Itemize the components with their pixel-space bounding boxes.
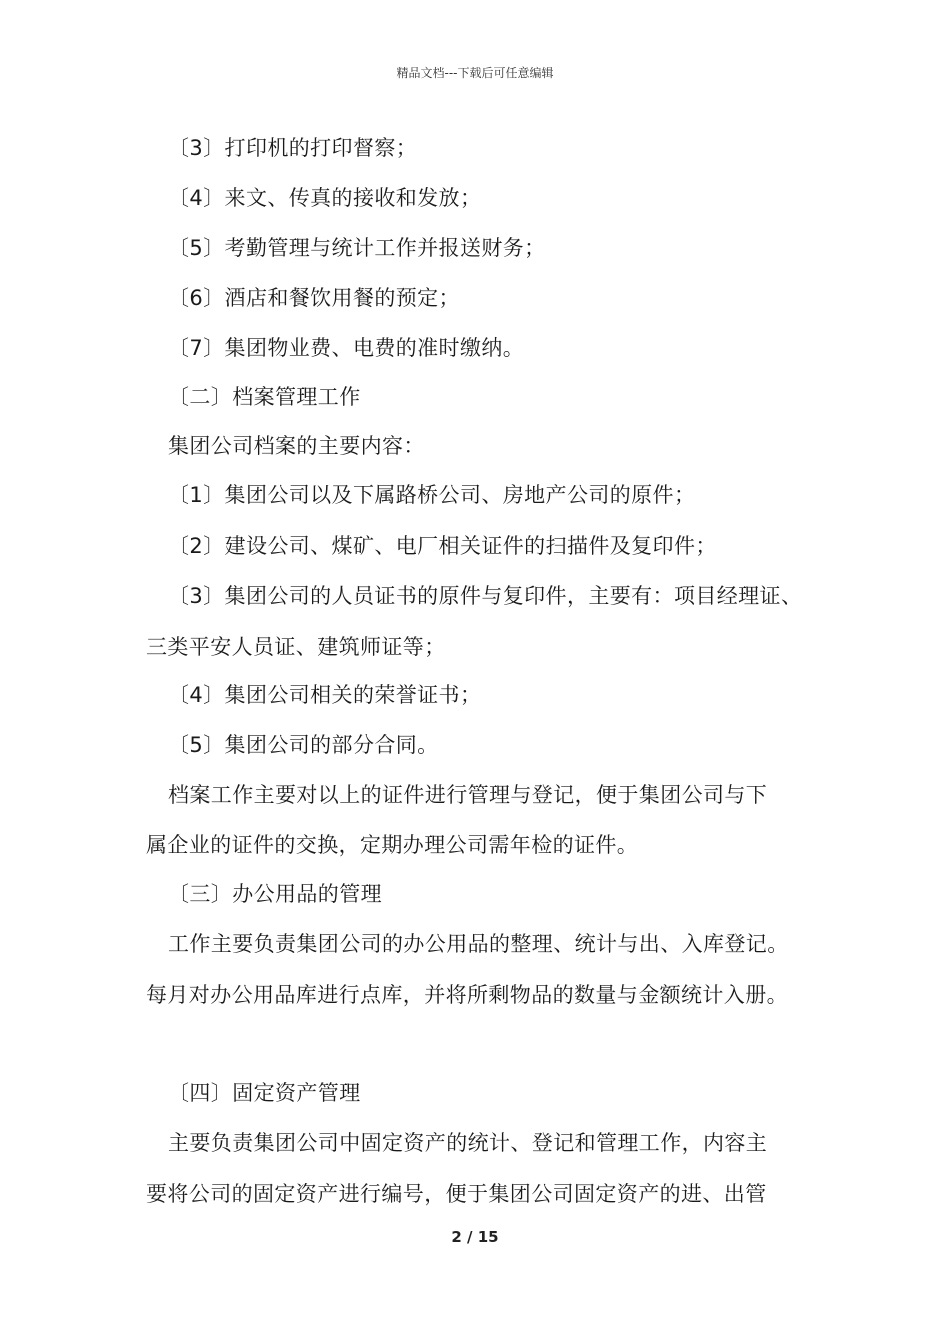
text-line: 〔4〕集团公司相关的荣誉证书； (168, 683, 482, 707)
text-line: 每月对办公用品库进行点库，并将所剩物品的数量与金额统计入册。 (146, 983, 788, 1007)
text-line: 〔6〕酒店和餐饮用餐的预定； (168, 286, 460, 310)
text-line: 〔5〕集团公司的部分合同。 (168, 733, 439, 757)
text-line: 〔7〕集团物业费、电费的准时缴纳。 (168, 336, 525, 360)
page-header: 精品文档---下载后可任意编辑 (396, 66, 554, 80)
text-line: 工作主要负责集团公司的办公用品的整理、统计与出、入库登记。 (168, 932, 789, 956)
text-line: 〔1〕集团公司以及下属路桥公司、房地产公司的原件； (168, 483, 696, 507)
text-line: 三类平安人员证、建筑师证等； (146, 635, 446, 659)
text-line: 〔3〕打印机的打印督察； (168, 136, 418, 160)
section-heading: 〔三〕办公用品的管理 (168, 882, 382, 906)
text-line: 〔3〕集团公司的人员证书的原件与复印件，主要有：项目经理证、 (168, 584, 803, 608)
text-line: 属企业的证件的交换，定期办理公司需年检的证件。 (146, 833, 639, 857)
text-line: 〔5〕考勤管理与统计工作并报送财务； (168, 236, 546, 260)
text-line: 档案工作主要对以上的证件进行管理与登记，便于集团公司与下 (168, 783, 768, 807)
text-line: 〔4〕来文、传真的接收和发放； (168, 186, 482, 210)
page-number: 2 / 15 (451, 1228, 499, 1246)
section-heading: 〔四〕固定资产管理 (168, 1081, 361, 1105)
text-line: 主要负责集团公司中固定资产的统计、登记和管理工作，内容主 (168, 1131, 768, 1155)
text-line: 要将公司的固定资产进行编号，便于集团公司固定资产的进、出管 (146, 1182, 767, 1206)
text-line: 〔2〕建设公司、煤矿、电厂相关证件的扫描件及复印件； (168, 534, 717, 558)
section-heading: 〔二〕档案管理工作 (168, 385, 361, 409)
text-line: 集团公司档案的主要内容： (168, 434, 425, 458)
